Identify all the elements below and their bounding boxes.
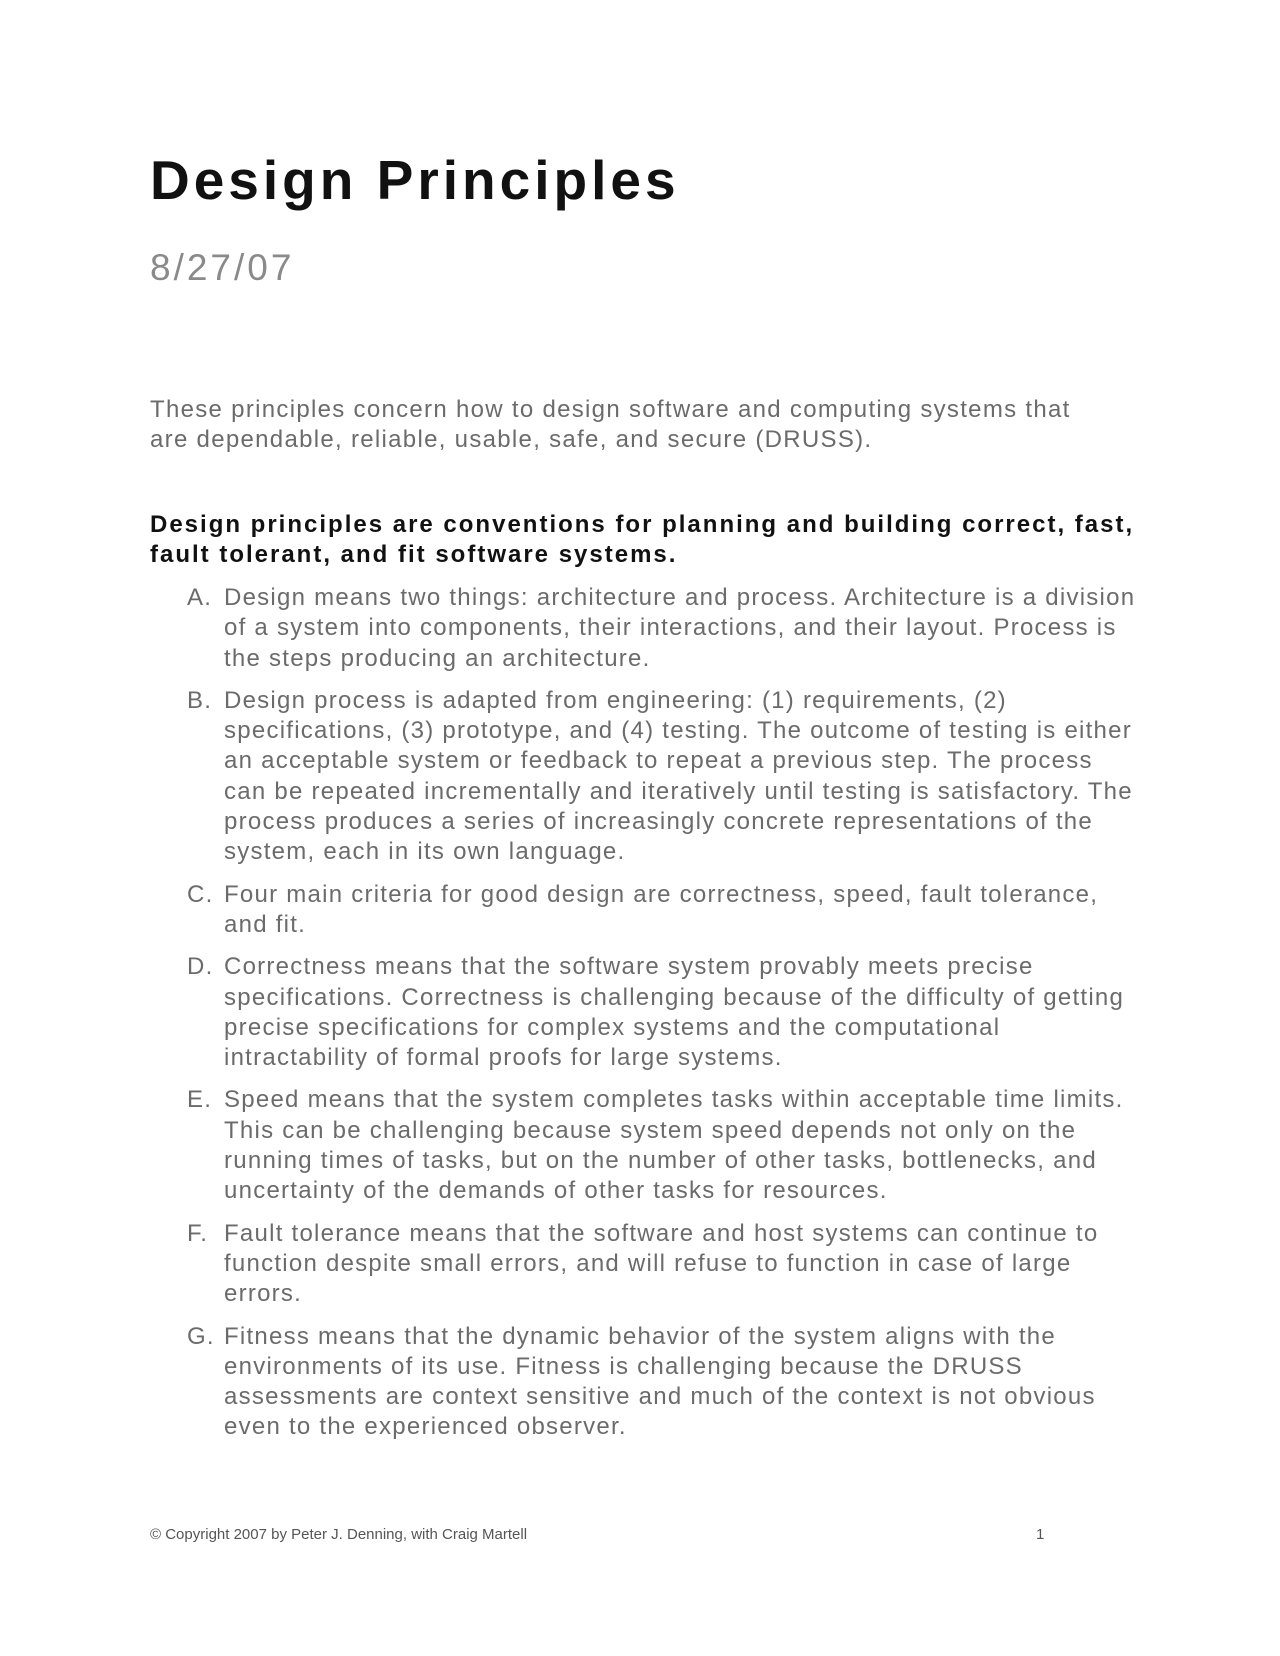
list-item-text: Fitness means that the dynamic behavior of the system aligns with the environments of its use. Fitness is challenging because the DRUSS assessments are context sensitive and much of the context is not obvious even to the experienced observer. bbox=[224, 1322, 1096, 1441]
list-item-c bbox=[150, 880, 1140, 941]
list-item-text: Design process is adapted from engineering: (1) requirements, (2) specifications, (3) prototype, and (4) testing. The outcome of testing is either an acceptable system or feedback to repeat a previous step. The process can be repeated incrementally and iteratively until testing is satisfactory. The process produces a series of increasingly concrete representations of the system, each in its own language. bbox=[224, 686, 1133, 866]
list-item-text: Speed means that the system completes tasks within acceptable time limits. This can be challenging because system speed depends not only on the running times of tasks, but on the number of other tasks, bottlenecks, and uncertainty of the demands of other tasks for resources. bbox=[224, 1086, 1124, 1205]
list-item-letter: C. bbox=[187, 880, 214, 908]
intro-paragraph: These principles concern how to design software and computing systems that are dependable, reliable, usable, safe, and secure (DRUSS). bbox=[150, 396, 1071, 453]
list-item-text: Correctness means that the software system provably meets precise specifications. Correctness is challenging because of the difficulty of getting precise specifications for complex systems and the computational intractability of formal proofs for large systems. bbox=[224, 953, 1125, 1072]
list-item-letter: F. bbox=[187, 1219, 209, 1247]
list-item-g bbox=[150, 1322, 1140, 1443]
list-item-letter: E. bbox=[187, 1086, 213, 1114]
list-item-a bbox=[150, 583, 1140, 674]
footer-copyright: © Copyright 2007 by Peter J. Denning, with Craig Martell bbox=[150, 1526, 528, 1543]
principles-list bbox=[150, 583, 1140, 1455]
list-item-text: Fault tolerance means that the software and host systems can continue to function despite small errors, and will refuse to function in case of large errors. bbox=[224, 1219, 1099, 1308]
list-item-text: Four main criteria for good design are correctness, speed, fault tolerance, and fit. bbox=[224, 880, 1099, 938]
list-item-text: Design means two things: architecture and process. Architecture is a division of a system into components, their interactions, and their layout. Process is the steps producing an architecture. bbox=[224, 584, 1136, 672]
list-item-d bbox=[150, 952, 1140, 1073]
list-item-letter: D. bbox=[187, 953, 214, 981]
page-title: Design Principles bbox=[150, 149, 680, 211]
list-item-letter: G. bbox=[187, 1322, 215, 1350]
list-item-letter: A. bbox=[187, 584, 213, 611]
list-item-f bbox=[150, 1219, 1140, 1310]
list-item-b bbox=[150, 686, 1140, 868]
list-item-e bbox=[150, 1085, 1140, 1206]
document-date: 8/27/07 bbox=[150, 247, 295, 288]
section-heading: Design principles are conventions for planning and building correct, fast, fault tolerant, and fit software systems. bbox=[150, 511, 1135, 568]
list-item-letter: B. bbox=[187, 686, 213, 714]
footer-page-number: 1 bbox=[1036, 1526, 1045, 1543]
